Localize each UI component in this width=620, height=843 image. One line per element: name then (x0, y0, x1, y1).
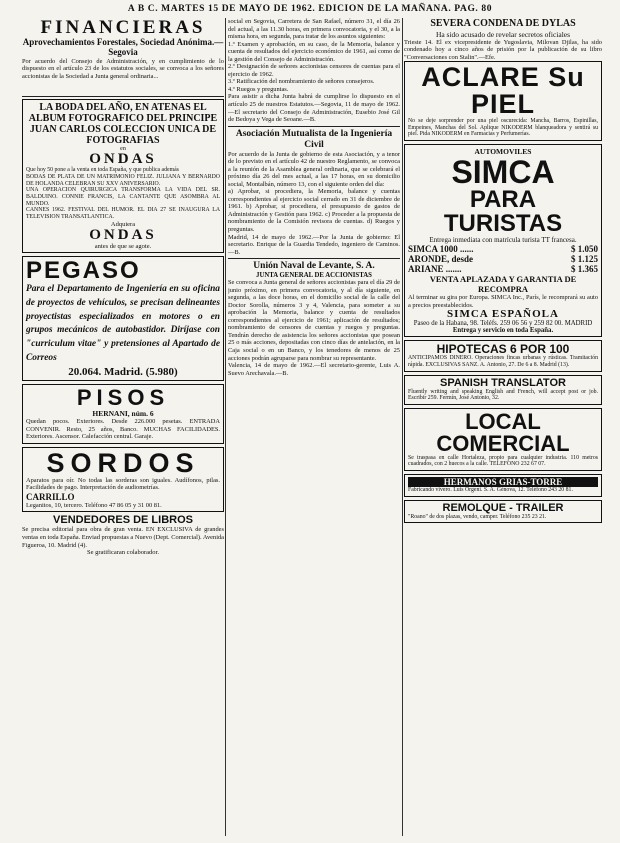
boda-headline: LA BODA DEL AÑO, EN ATENAS EL ALBUM FOTOGRAFICO DEL PRINCIPE JUAN CARLOS COLECCION UNICA DE FOTOGRAFIAS (28, 101, 218, 147)
sordos-title: SORDOS (46, 447, 200, 478)
libros-ad (22, 515, 224, 556)
local-comercial-body: Se traspasa en calle Hortaleza, propio para cualquier industria. 110 metros cuadrados, con 2 huecos a la calle. TELEFONO 232 67 07. (408, 454, 598, 468)
boda-body-4: CANNES 1962. FESTIVAL DEL HUMOR. EL DIA 27 SE INAUGURA LA TELEVISION TRANSATLANTICA. (26, 207, 220, 221)
remolque-ad (404, 500, 602, 524)
pegaso-ad (22, 256, 224, 381)
boda-ad (22, 99, 224, 253)
entrega-text: Entrega inmediata con matrícula turista TT francesa. (429, 236, 577, 245)
union-naval-title: Unión Naval de Levante, S. A. (253, 261, 375, 272)
financieras-notice (22, 18, 224, 94)
sordos-ad (22, 447, 224, 513)
simca-address: Paseo de la Habana, 98. Teléfs. 259 06 56 y 259 82 00. MADRID (413, 320, 593, 328)
simca-model-price: $ 1.365 (571, 264, 598, 275)
boda-body-2: BODAS DE PLATA DE UN MATRIMONIO FELIZ. JULIANA Y BERNARDO DE HOLANDA CELEBRAN SU XXV ANIVERSARIO. (26, 174, 220, 187)
column-rule-right (402, 18, 403, 836)
aclare-body: No se deje sorprender por una piel oscurecida: Mancha, Barros, Espinillas, Empeines, Manchas del Sol. Aplique NIKODERM blanqueadora y sentirá su piel. Pida NIKODERM en Farmacias y Perfumerías. (408, 118, 598, 138)
severa-subtitle: Ha sido acusado de revelar secretos oficiales (435, 29, 571, 39)
simca-model-price: $ 1.050 (571, 244, 598, 255)
ondas-logo-2: ONDAS (89, 226, 157, 243)
union-naval-subtitle: JUNTA GENERAL DE ACCIONISTAS (256, 272, 372, 280)
boda-adquiera: Adquiera (110, 220, 136, 228)
hermanos-body: Fabricando vivero. Luis Orgeni. S. A. Génova, 12. Teléfono 243 20 81. (408, 487, 573, 494)
column-right (404, 18, 602, 526)
remolque-title: REMOLQUE - TRAILER (442, 501, 564, 514)
simca-model-row (408, 254, 598, 264)
pisos-title: PISOS (76, 385, 170, 411)
simca-model-row (408, 244, 598, 254)
pegaso-contact: 20.064. Madrid. (5.980) (68, 366, 178, 379)
libros-body: Se precisa editorial para obra de gran venta. EN EXCLUSIVA de grandes ventas en toda España. Enviad propuestas a Nuevo (Dept. Comercial). Avenida Figueroa, 10. Madrid (4). (22, 526, 224, 549)
order-item-4: 4.º Ruegos y preguntas. (228, 85, 289, 93)
boda-en: en (120, 146, 126, 153)
hipotecas-body: ANTICIPAMOS DINERO. Operaciones fincas urbanas y rústicas. Tramitación rápida. EXCLUSIVAS SANZ. A. Antonio, 27. De 6 a 8. Madrid (13). (408, 355, 598, 368)
spanish-translator-ad (404, 375, 602, 405)
hipotecas-title: HIPOTECAS 6 POR 100 (436, 342, 570, 357)
asociacion-title: Asociación Mutualista de la Ingeniería Civil (235, 128, 393, 150)
financieras-close: Para asistir a dicha Junta habrá de cumplirse lo dispuesto en el artículo 25 de nuestros Estatutos.—Segovia, 11 de mayo de 1962.—El secretario del Consejo de Administración, Eusebio José Gil de Bedoya y Vega de Seoane.—B. (228, 93, 400, 124)
simca-ad (404, 144, 602, 337)
venta-body: Al terminar su gira por Europa. SIMCA Inc., París, le recomprará su auto a precios preestablecidos. (408, 294, 598, 309)
page-header: A B C. MARTES 15 DE MAYO DE 1962. EDICION DE LA MAÑANA. PAG. 80 (127, 4, 493, 14)
order-item-1: 1.º Examen y aprobación, en su caso, de la Memoria, balance y cuenta de resultados del ejercicio económico de 1961, así como de la gestión del Consejo de Administración. (228, 40, 400, 63)
boda-tagline: antes de que se agote. (94, 242, 152, 250)
divider (228, 258, 400, 259)
carrillo-name: CARRILLO (26, 491, 75, 502)
severa-body: Trieste 14. El ex vicepresidente de Yugoslavia, Milovan Djilas, ha sido condenado hoy a cinco años de prisión por la publicación de su libro "Conversaciones con Stalin".—Efe. (404, 38, 602, 61)
hermanos-title: HERMANOS GRIAS-TORRE (408, 477, 598, 487)
financieras-subtitle: Aprovechamientos Forestales, Sociedad Anónima.—Segovia (22, 37, 224, 58)
boda-body-1: Que hoy 50 pone a la venta en toda España, y que publica además (26, 167, 179, 174)
simca-logo: SIMCA (451, 154, 555, 191)
simca-model-row (408, 264, 598, 274)
hermanos-ad (404, 474, 602, 497)
local-comercial-title: LOCAL COMERCIAL (436, 408, 570, 456)
automoviles-label: AUTOMOVILES (474, 147, 532, 157)
venta-aplazada: VENTA APLAZADA Y GARANTIA DE RECOMPRA (429, 274, 577, 295)
ondas-logo: ONDAS (89, 151, 157, 168)
severa-title: SEVERA CONDENA DE DYLAS (430, 18, 576, 29)
simca-model-name: SIMCA 1000 ...... (408, 244, 474, 255)
pegaso-body: Para el Departamento de Ingeniería en su oficina de proyectos de vehículos, se precisan delineantes proyectistas especializados en motores o en grupos mecánicos de autobastidor. Diríjase con "curriculum vitae" y pretensiones al Apartado de Correos (26, 283, 220, 364)
spanish-translator-body: Fluently writing and speaking English and French, will accept post or job. Escribir 259. Fermín, José Antonio, 32. (408, 388, 598, 402)
divider (228, 126, 400, 127)
asociacion-items: a) Aprobar, si procediera, la Memoria, balance y cuentas correspondientes al ejercicio social cerrado en 31 de diciembre de 1961. b) Aprobar, si procediera, el presupuesto de gastos de Administración y Gestión para 1962. c) Proceder a la propuesta de nombramiento de la Comisión revisora de cuentas. d) Ruegos y preguntas. (228, 188, 400, 233)
remolque-body: "Roano" de dos plazas, vendo, camper. Teléfono 235 23 21. (408, 513, 547, 520)
column-middle (228, 18, 400, 838)
simca-footer: Entrega y servicio en toda España. (452, 327, 554, 335)
aclare-title: ACLARE Su PIEL (421, 62, 585, 120)
union-naval-close: Valencia, 14 de mayo de 1962.—El secretario-gerente, Luis A. Suevo Arechavala.—B. (228, 362, 400, 377)
simca-model-name: ARIANE ....... (408, 264, 462, 275)
order-item-2: 2.º Designación de señores accionistas censores de cuentas para el ejercicio de 1962. (228, 63, 400, 78)
boda-body-3: UNA OPERACION QUIRURGICA TRANSFORMA LA VIDA DEL SR. BALDUINO. CONNIE FRANCIS, LA CANTANTE QUE ASOMBRA AL MUNDO. (26, 187, 220, 207)
pisos-sub: HERNANI, núm. 6 (92, 409, 154, 419)
divider (22, 96, 224, 97)
financieras-continued: social en Segovia, Carretera de San Rafael, número 31, el día 26 del actual, a las 11.30 horas, en primera convocatoria, y el 30, a la misma hora, en segunda, para tratar de los asuntos siguientes: (228, 18, 400, 41)
carrillo-address: Leganitos, 10, tercero. Teléfono 47 86 05 y 31 00 81. (26, 501, 162, 509)
asociacion-body: Por acuerdo de la Junta de gobierno de esta Asociación, y a tenor de lo previsto en el artículo 42 de nuestro Reglamento, se convoca a la reunión de la Asamblea general ordinaria, que se celebrará el próximo día 26 del mes actual, a las 17 horas, en su domicilio social, Montalbán, número 13, con el siguiente orden del día: (228, 150, 400, 188)
local-comercial-ad (404, 408, 602, 471)
asociacion-close: Madrid, 14 de mayo de 1962.—Por la Junta de gobierno: El secretario. Enrique de la Guardia Tendedo, ingeniero de Caminos.—B. (228, 233, 400, 256)
libros-footer: Se gratificaran colaborador. (86, 549, 159, 557)
pegaso-title: PEGASO (26, 256, 141, 284)
column-rule-left (225, 18, 226, 836)
simca-espanola: SIMCA ESPAÑOLA (447, 308, 559, 321)
para-turistas: PARA TURISTAS (443, 186, 563, 238)
union-naval-body: Se convoca a Junta general de señores accionistas para el día 29 de junio próximo, en primera convocatoria, y al día siguiente, en segunda, a las doce horas, en el domicilio social de la calle del Doctor Sorolla, números 3 y 4, Valencia, para someter a su aprobación la Memoria, balance y cuenta de resultados correspondientes al ejercicio de 1961; aplicación de resultados; nombramiento de censores de cuentas y ruegos y preguntas. Tendrán derecho de asistencia los señores accionistas que posean 25 o más acciones, depositadas con cinco días de antelación, en la Caja social o en un Banco, y los tenedores de menos de 25 acciones podrán agruparse para nombrar su representante. (228, 279, 400, 362)
pisos-ad (22, 384, 224, 444)
simca-model-price: $ 1.125 (571, 254, 598, 265)
simca-model-name: ARONDE, desde (408, 254, 474, 265)
hipotecas-ad (404, 340, 602, 371)
spanish-translator-title: SPANISH TRANSLATOR (440, 376, 566, 389)
aclare-ad (404, 61, 602, 141)
column-left (22, 18, 224, 556)
libros-title: VENDEDORES DE LIBROS (53, 514, 193, 527)
severa-news (404, 18, 602, 61)
sordos-body: Aparatos para oír. No todas las sorderas son iguales. Audífonos, pilas. Facilidades de pago. Interpretación de audiometrías. (26, 476, 220, 492)
pisos-body: Quedan pocos. Exteriores. Desde 226.000 pesetas. ENTRADA CONVENIR. Resto, 25 años, Banco. MUCHAS FACILIDADES. Exteriores. Ascensor. Calefacción central. Garaje. (26, 418, 220, 441)
financieras-title: FINANCIERAS (40, 18, 206, 38)
order-item-3: 3.º Ratificación del nombramiento de señores consejeros. (228, 78, 375, 86)
financieras-body: Por acuerdo del Consejo de Administración, y en cumplimiento de lo dispuesto en el artículo 23 de los estatutos sociales, se convoca a los señores accionistas de la Sociedad a Junta general ordinaria... (22, 57, 224, 80)
